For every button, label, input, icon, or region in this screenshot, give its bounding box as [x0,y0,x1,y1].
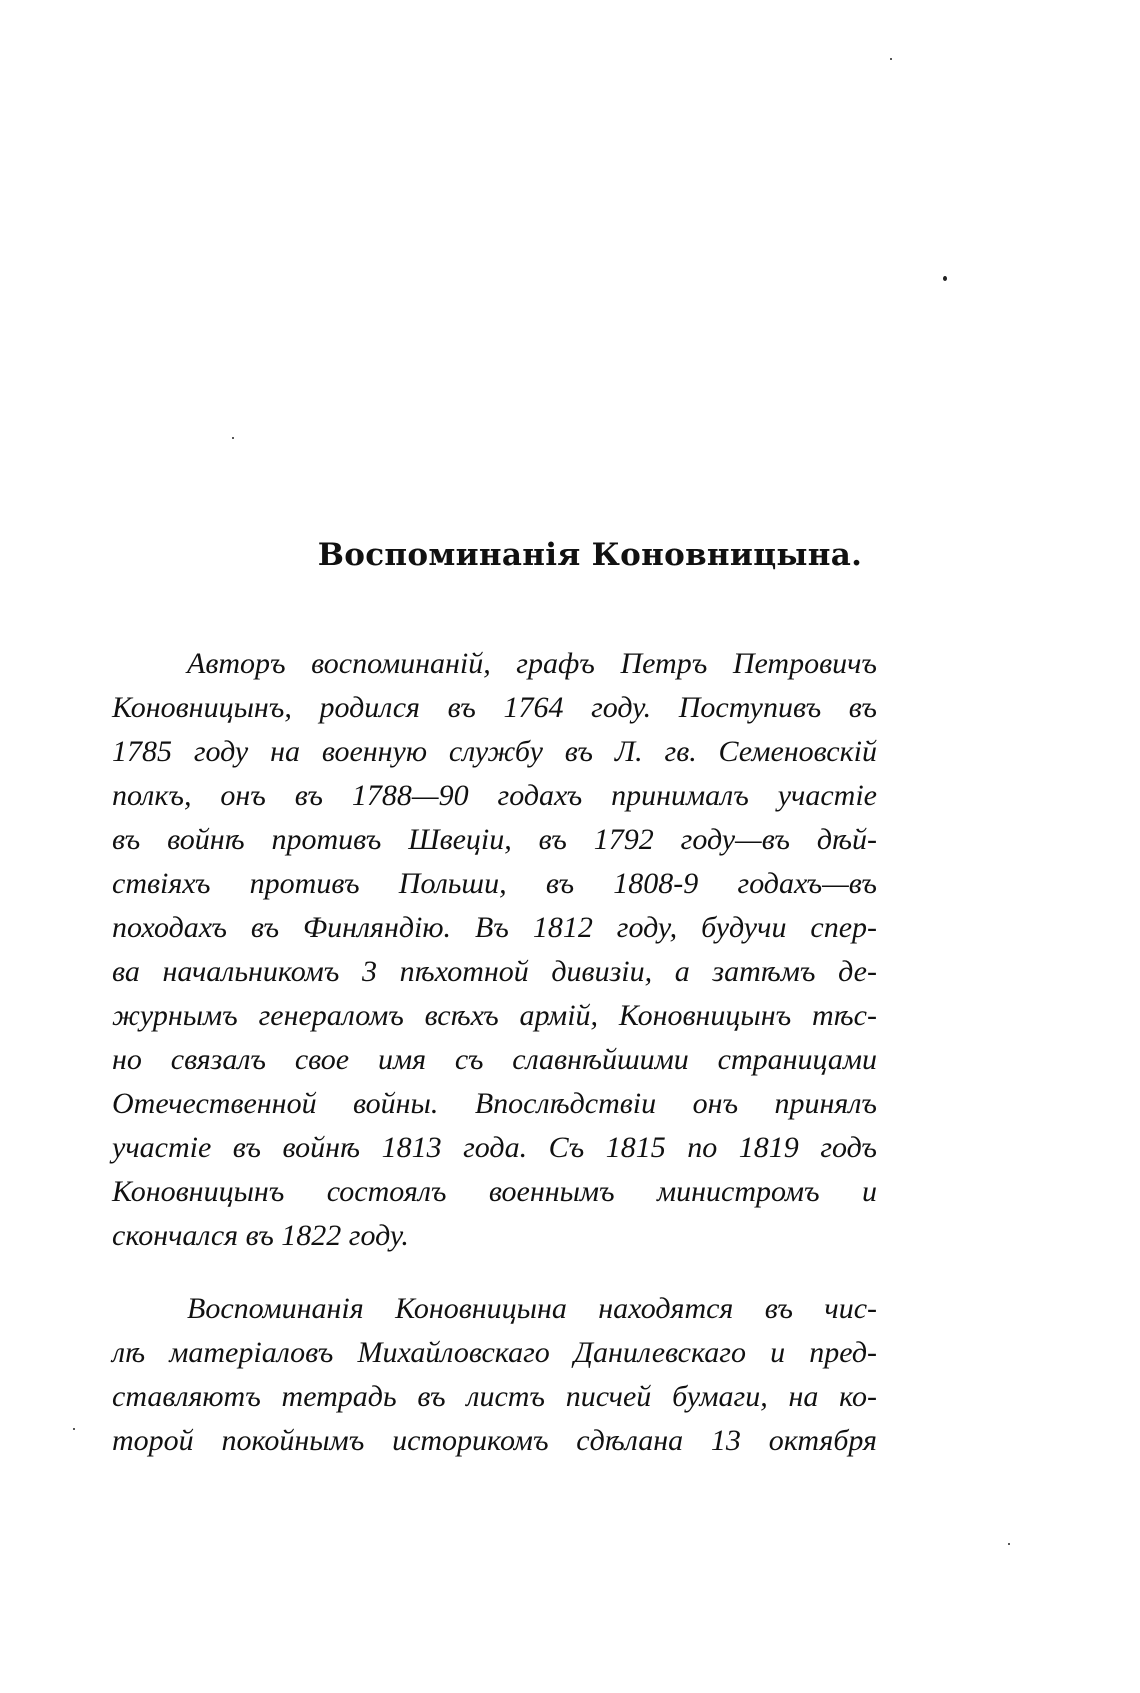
text-line: лѣ матеріаловъ Михайловскаго Данилевскаго и пред- [112,1336,877,1369]
text-line: 1785 году на военную службу въ Л. гв. Семеновскій [112,735,877,768]
text-line: Коновницынъ, родился въ 1764 году. Поступивъ въ [112,691,877,724]
scan-speck [73,1428,75,1430]
scan-speck [1008,1543,1010,1545]
text-line: торой покойнымъ историкомъ сдѣлана 13 октября [112,1424,877,1457]
text-line: ствіяхъ противъ Польши, въ 1808-9 годахъ—въ [112,867,877,900]
text-line: ва начальникомъ 3 пѣхотной дивизіи, а затѣмъ де- [112,955,877,988]
text-line: Авторъ воспоминаній, графъ Петръ Петровичъ [187,647,877,680]
text-line: Коновницынъ состоялъ военнымъ министромъ и [112,1175,877,1208]
scan-speck [890,58,892,60]
text-line: ставляютъ тетрадь въ листъ писчей бумаги, на ко- [112,1380,877,1413]
text-line: Отечественной войны. Впослѣдствіи онъ принялъ [112,1087,877,1120]
page-title: Воспоминанія Коновницына. [317,537,863,573]
scan-speck [943,276,947,281]
scan-speck [232,437,234,439]
text-line: журнымъ генераломъ всѣхъ армій, Коновницынъ тѣс- [112,999,877,1032]
text-line: но связалъ свое имя съ славнѣйшими страницами [112,1043,877,1076]
text-line: походахъ въ Финляндію. Въ 1812 году, будучи спер- [112,911,877,944]
text-line: Воспоминанія Коновницына находятся въ чис- [187,1292,877,1325]
paragraph-2 [112,1287,877,1463]
text-line: въ войнѣ противъ Швеціи, въ 1792 году—въ дѣй- [112,823,877,856]
text-line: участіе въ войнѣ 1813 года. Съ 1815 по 1819 годъ [112,1131,877,1164]
text-line: скончался въ 1822 году. [112,1219,409,1252]
text-line: полкъ, онъ въ 1788—90 годахъ принималъ участіе [112,779,877,812]
paragraph-1 [112,642,877,1258]
